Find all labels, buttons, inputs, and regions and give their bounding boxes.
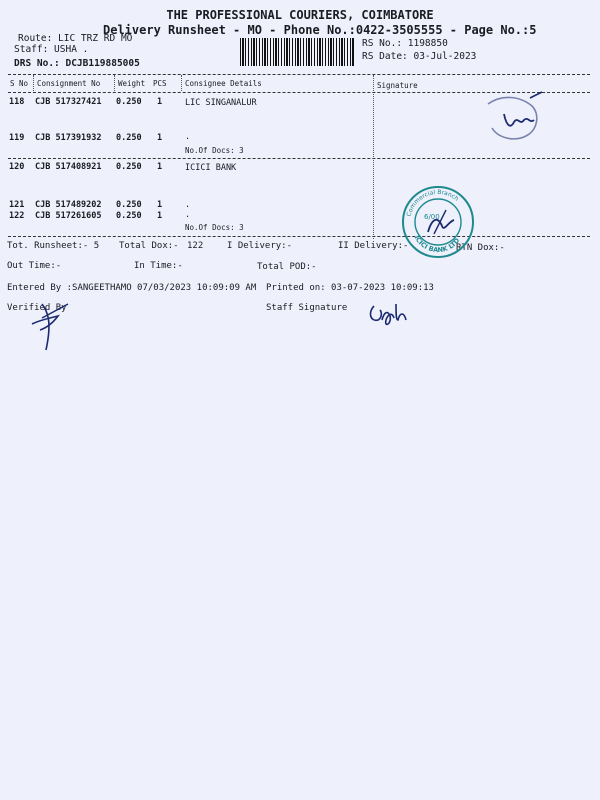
row-doc-count: No.Of Docs: 3	[185, 146, 244, 155]
total-dox-value: 122	[187, 241, 204, 251]
row-consignment: CJB 517408921	[35, 162, 102, 172]
row-sno: 119	[9, 133, 25, 143]
row-consignee: ICICI BANK	[185, 163, 237, 173]
rs-date: RS Date: 03-Jul-2023	[362, 51, 477, 62]
row-consignee: .	[185, 132, 191, 142]
col-divider	[114, 75, 115, 91]
out-time: Out Time:-	[7, 261, 62, 271]
row-consignment: CJB 517261605	[35, 211, 102, 221]
row-group-rule	[8, 158, 590, 159]
total-dox-label: Total Dox:-	[119, 241, 179, 251]
row-consignment: CJB 517327421	[35, 97, 102, 107]
company-name: THE PROFESSIONAL COURIERS, COIMBATORE	[166, 8, 434, 22]
row-weight: 0.250	[116, 162, 142, 172]
barcode	[240, 38, 354, 66]
col-header-signature: Signature	[377, 81, 418, 90]
row-weight: 0.250	[116, 133, 142, 143]
in-time: In Time:-	[134, 261, 183, 271]
col-header-pcs: PCS	[153, 79, 167, 88]
row-doc-count: No.Of Docs: 3	[185, 223, 244, 232]
bank-stamp	[398, 182, 478, 262]
runsheet-title: Delivery Runsheet - MO - Phone No.:0422-3505555 - Page No.:5	[103, 23, 537, 37]
row-consignee: .	[185, 200, 191, 210]
entered-by: Entered By :SANGEETHAMO 07/03/2023 10:09:09 AM	[7, 283, 257, 293]
row-weight: 0.250	[116, 211, 142, 221]
row-sno: 118	[9, 97, 25, 107]
row-pcs: 1	[157, 211, 163, 221]
col-header-weight: Weight	[118, 79, 146, 88]
row-consignment: CJB 517489202	[35, 200, 102, 210]
row-consignment: CJB 517391932	[35, 133, 102, 143]
rs-number: RS No.: 1198850	[362, 38, 448, 49]
col-header-consignment: Consignment No	[37, 79, 101, 88]
total-pod: Total POD:-	[257, 262, 317, 272]
route-label: Route: LIC TRZ RD MO	[18, 33, 133, 44]
second-delivery: II Delivery:-	[338, 241, 409, 251]
table-bottom-rule	[8, 236, 590, 237]
row-weight: 0.250	[116, 200, 142, 210]
staff-signature	[366, 298, 416, 332]
signature-col-divider	[373, 75, 374, 239]
row-consignee: .	[185, 210, 191, 220]
stamp-top-text: Commercial Branch	[405, 188, 460, 218]
total-runsheet: Tot. Runsheet:- 5	[7, 241, 100, 251]
table-top-rule	[8, 74, 590, 75]
rtn-dox: RTN Dox:-	[456, 243, 505, 253]
col-header-consignee: Consignee Details	[185, 79, 262, 88]
col-divider	[181, 75, 182, 91]
stamp-code: 6/00	[424, 213, 440, 221]
stamp-bottom-text: ICICI BANK LTD	[412, 234, 462, 255]
printed-on: Printed on: 03-07-2023 10:09:13	[266, 283, 434, 293]
row-pcs: 1	[157, 97, 163, 107]
row-consignee: LIC SINGANALUR	[185, 98, 257, 108]
row-sno: 122	[9, 211, 25, 221]
row-sno: 120	[9, 162, 25, 172]
col-header-sno: S No	[10, 79, 29, 88]
verified-by-label: Verified By	[7, 303, 67, 313]
row-sno: 121	[9, 200, 25, 210]
row-weight: 0.250	[116, 97, 142, 107]
staff-signature-label: Staff Signature	[266, 303, 348, 313]
staff-label: Staff: USHA .	[14, 44, 89, 55]
verifier-signature	[28, 298, 78, 354]
row-pcs: 1	[157, 162, 163, 172]
col-divider	[33, 75, 34, 91]
first-delivery: I Delivery:-	[227, 241, 293, 251]
row-pcs: 1	[157, 133, 163, 143]
signature-scribble	[480, 90, 550, 150]
row-pcs: 1	[157, 200, 163, 210]
drs-number: DRS No.: DCJB119885005	[14, 58, 140, 69]
